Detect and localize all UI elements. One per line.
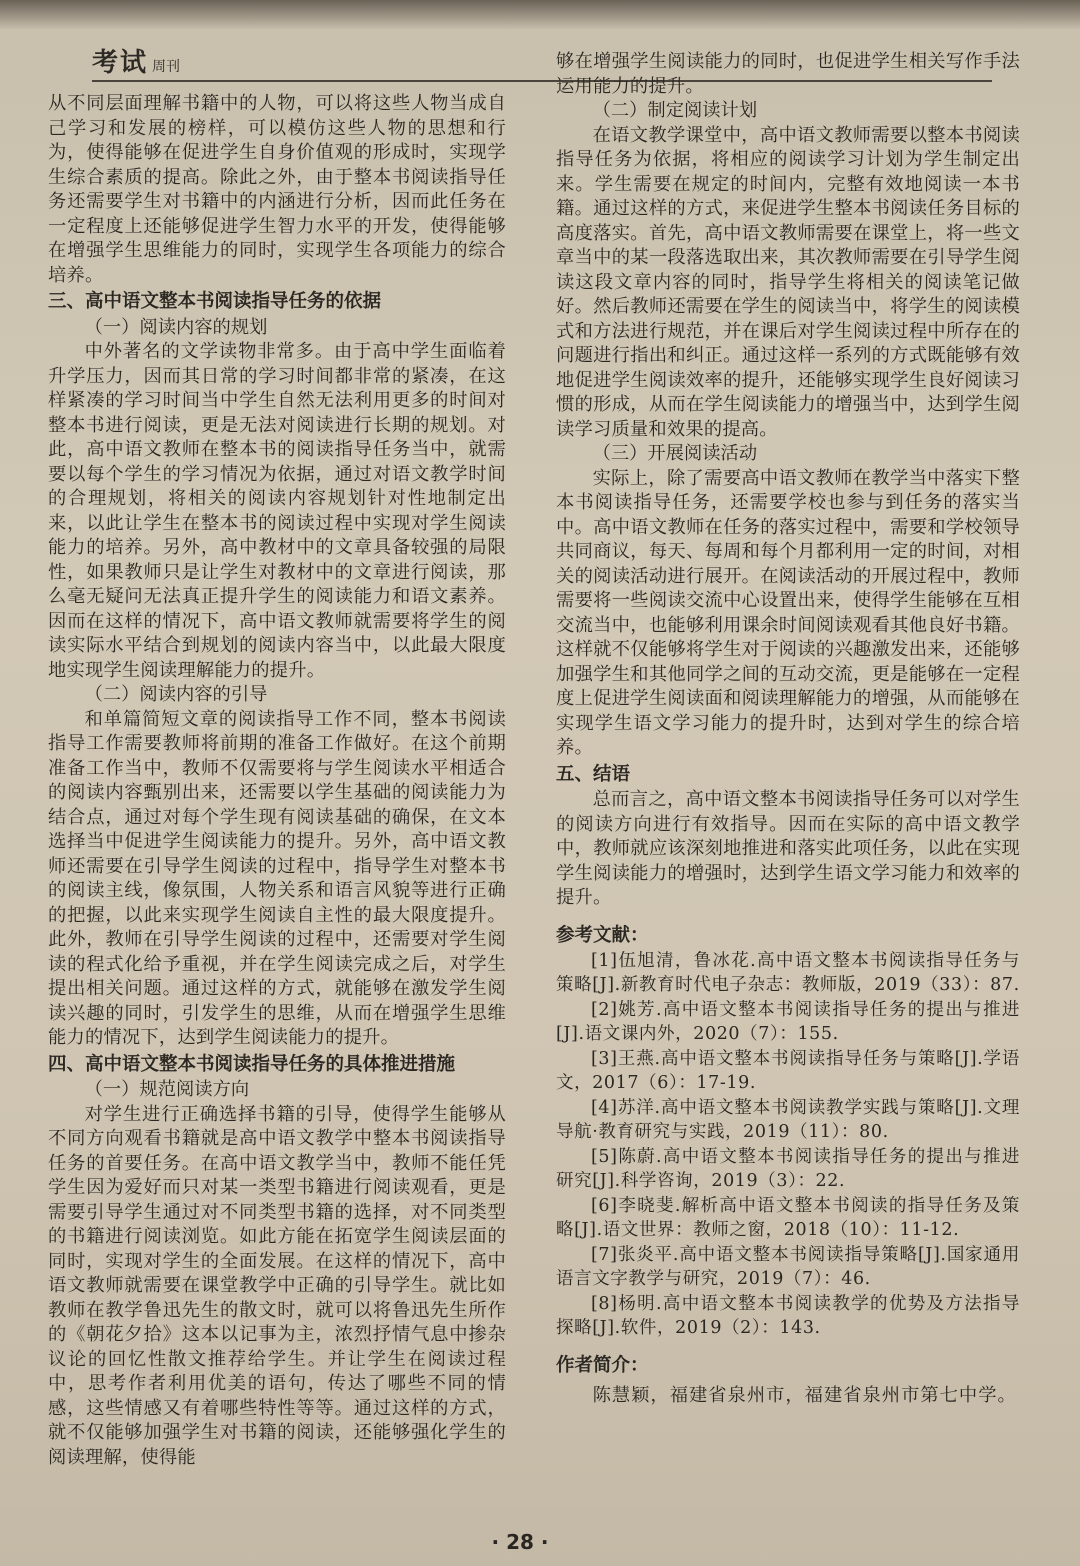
reference-item: [7]张炎平.高中语文整本书阅读指导策略[J].国家通用语言文字教学与研究，2019（7）：46. bbox=[556, 1244, 1020, 1289]
references-title: 参考文献： bbox=[556, 924, 649, 946]
subsection-heading: （一）阅读内容的规划 bbox=[84, 316, 268, 338]
left-column bbox=[48, 92, 506, 1470]
section-heading: 五、结语 bbox=[556, 763, 631, 785]
paragraph: 中外著名的文学读物非常多。由于高中学生面临着升学压力，因而其日常的学习时间都非常的紧凑，在这样紧凑的学习时间当中学生自然无法利用更多的时间对整本书进行阅读，更是无法对阅读进行长期的规划。对此，高中语文教师在整本书的阅读指导任务当中，就需要以每个学生的学习情况为依据，通过对语文教学时间的合理规划，将相关的阅读内容规划针对性地制定出来，以此让学生在整本书的阅读过程中实现对学生阅读能力的培养。另外，高中教材中的文章具备较强的局限性，如果教师只是让学生对教材中的文章进行阅读，那么毫无疑问无法真正提升学生的阅读能力和语文素养。因而在这样的情况下，高中语文教师就需要将学生的阅读实际水平结合到规划的阅读内容当中，以此最大限度地实现学生阅读理解能力的提升。 bbox=[48, 341, 506, 681]
author-bio-title: 作者简介： bbox=[556, 1354, 649, 1376]
subsection-heading: （二）阅读内容的引导 bbox=[84, 684, 268, 705]
paragraph: 够在增强学生阅读能力的同时，也促进学生相关写作手法运用能力的提升。 bbox=[556, 51, 1020, 97]
reference-item: [2]姚芳.高中语文整本书阅读指导任务的提出与推进[J].语文课内外，2020（7）：155. bbox=[556, 999, 1020, 1044]
author-bio: 陈慧颖，福建省泉州市，福建省泉州市第七中学。 bbox=[592, 1384, 1017, 1406]
right-column bbox=[556, 50, 1020, 1409]
section-heading: 三、高中语文整本书阅读指导任务的依据 bbox=[48, 291, 382, 312]
reference-item: [6]李晓斐.解析高中语文整本书阅读的指导任务及策略[J].语文世界：教师之窗，2018（10）：11-12. bbox=[556, 1195, 1020, 1240]
subsection-heading: （二）制定阅读计划 bbox=[592, 100, 758, 121]
subsection-heading: （一）规范阅读方向 bbox=[84, 1079, 250, 1100]
reference-item: [1]伍旭清，鲁冰花.高中语文整本书阅读指导任务与策略[J].新教育时代电子杂志：教师版，2019（33）：87. bbox=[556, 950, 1020, 995]
subsection-heading: （三）开展阅读活动 bbox=[592, 443, 758, 464]
section-heading: 四、高中语文整本书阅读指导任务的具体推进措施 bbox=[48, 1053, 456, 1075]
journal-subtitle: 周刊 bbox=[152, 59, 181, 75]
page-number: · 28 · bbox=[491, 1530, 549, 1554]
reference-item: [3]王燕.高中语文整本书阅读指导任务与策略[J].学语文，2017（6）：17-19. bbox=[556, 1048, 1020, 1093]
paragraph: 在语文教学课堂中，高中语文教师需要以整本书阅读指导任务为依据，将相应的阅读学习计划为学生制定出来。学生需要在规定的时间内，完整有效地阅读一本书籍。通过这样的方式，来促进学生整本书阅读任务目标的高度落实。首先，高中语文教师需要在课堂上，将一些文章当中的某一段落选取出来，其次教师需要在引导学生阅读这段文章内容的同时，指导学生将相关的阅读笔记做好。然后教师还需要在学生的阅读当中，将学生的阅读模式和方法进行规范，并在课后对学生阅读过程中所存在的问题进行指出和纠正。通过这样一系列的方式既能够有效地促进学生阅读效率的提升，还能够实现学生良好阅读习惯的形成，从而在学生阅读能力的增强当中，达到学生阅读学习质量和效果的提高。 bbox=[556, 124, 1020, 440]
paragraph: 从不同层面理解书籍中的人物，可以将这些人物当成自己学习和发展的榜样，可以模仿这些人物的思想和行为，使得能够在促进学生自身价值观的形成时，实现学生综合素质的提高。除此之外，由于整本书阅读指导任务还需要学生对书籍中的内涵进行分析，因而此任务在一定程度上还能够促进学生智力水平的开发，使得能够在增强学生思维能力的同时，实现学生各项能力的综合培养。 bbox=[48, 93, 506, 286]
paragraph: 对学生进行正确选择书籍的引导，使得学生能够从不同方向观看书籍就是高中语文教学中整本书阅读指导任务的首要任务。在高中语文教学当中，教师不能任凭学生因为爱好而只对某一类型书籍进行阅读观看，更是需要引导学生通过对不同类型书籍的选择，对不同类型的书籍进行阅读浏览。如此方能在拓宽学生阅读层面的同时，实现对学生的全面发展。在这样的情况下，高中语文教师就需要在课堂教学中正确的引导学生。就比如教师在教学鲁迅先生的散文时，就可以将鲁迅先生所作的《朝花夕拾》这本以记事为主，浓烈抒情气息中掺杂议论的回忆性散文推荐给学生。并让学生在阅读过程中，思考作者利用优美的语句，传达了哪些不同的情感，这些情感又有着哪些特性等等。通过这样的方式，就不仅能够加强学生对书籍的阅读，还能够强化学生的阅读理解，使得能 bbox=[48, 1103, 506, 1468]
paragraph: 和单篇简短文章的阅读指导工作不同，整本书阅读指导工作需要教师将前期的准备工作做好。在这个前期准备工作当中，教师不仅需要将与学生阅读水平相适合的阅读内容甄别出来，还需要以学生基础的阅读能力为结合点，通过对每个学生现有阅读基础的确保，在文本选择当中促进学生阅读能力的提升。另外，高中语文教师还需要在引导学生阅读的过程中，指导学生对整本书的阅读主线，像氛围，人物关系和语言风貌等进行正确的把握，以此来实现学生阅读自主性的最大限度提升。此外，教师在引导学生阅读的过程中，还需要对学生阅读的程式化给予重视，并在学生阅读完成之后，对学生提出相关问题。通过这样的方式，就能够在激发学生阅读兴趣的同时，引发学生的思维，从而在增强学生思维能力的情况下，达到学生阅读能力的提升。 bbox=[48, 708, 506, 1048]
reference-item: [5]陈蔚.高中语文整本书阅读指导任务的提出与推进研究[J].科学咨询，2019（3）：22. bbox=[556, 1146, 1020, 1191]
reference-item: [8]杨明.高中语文整本书阅读教学的优势及方法指导探略[J].软件，2019（2）：143. bbox=[556, 1293, 1020, 1338]
paragraph: 总而言之，高中语文整本书阅读指导任务可以对学生的阅读方向进行有效指导。因而在实际的高中语文教学中，教师就应该深刻地推进和落实此项任务，以此在实现学生阅读能力的增强时，达到学生语文学习能力和效率的提升。 bbox=[556, 789, 1020, 908]
journal-name: 考试 bbox=[92, 48, 149, 78]
page-shadow bbox=[0, 0, 1080, 30]
journal-title bbox=[92, 42, 180, 79]
paragraph: 实际上，除了需要高中语文教师在教学当中落实下整本书阅读指导任务，还需要学校也参与到任务的落实当中。高中语文教师在任务的落实过程中，需要和学校领导共同商议，每天、每周和每个月都利用一定的时间，对相关的阅读活动进行展开。在阅读活动的开展过程中，教师需要将一些阅读交流中心设置出来，使得学生能够在互相交流当中，也能够利用课余时间阅读观看其他良好书籍。这样就不仅能够将学生对于阅读的兴趣激发出来，还能够加强学生和其他同学之间的互动交流，更是能够在一定程度上促进学生阅读面和阅读理解能力的增强，从而能够在实现学生语文学习能力的提升时，达到对学生的综合培养。 bbox=[556, 467, 1020, 758]
reference-item: [4]苏洋.高中语文整本书阅读教学实践与策略[J].文理导航·教育研究与实践，2019（11）：80. bbox=[556, 1097, 1020, 1142]
